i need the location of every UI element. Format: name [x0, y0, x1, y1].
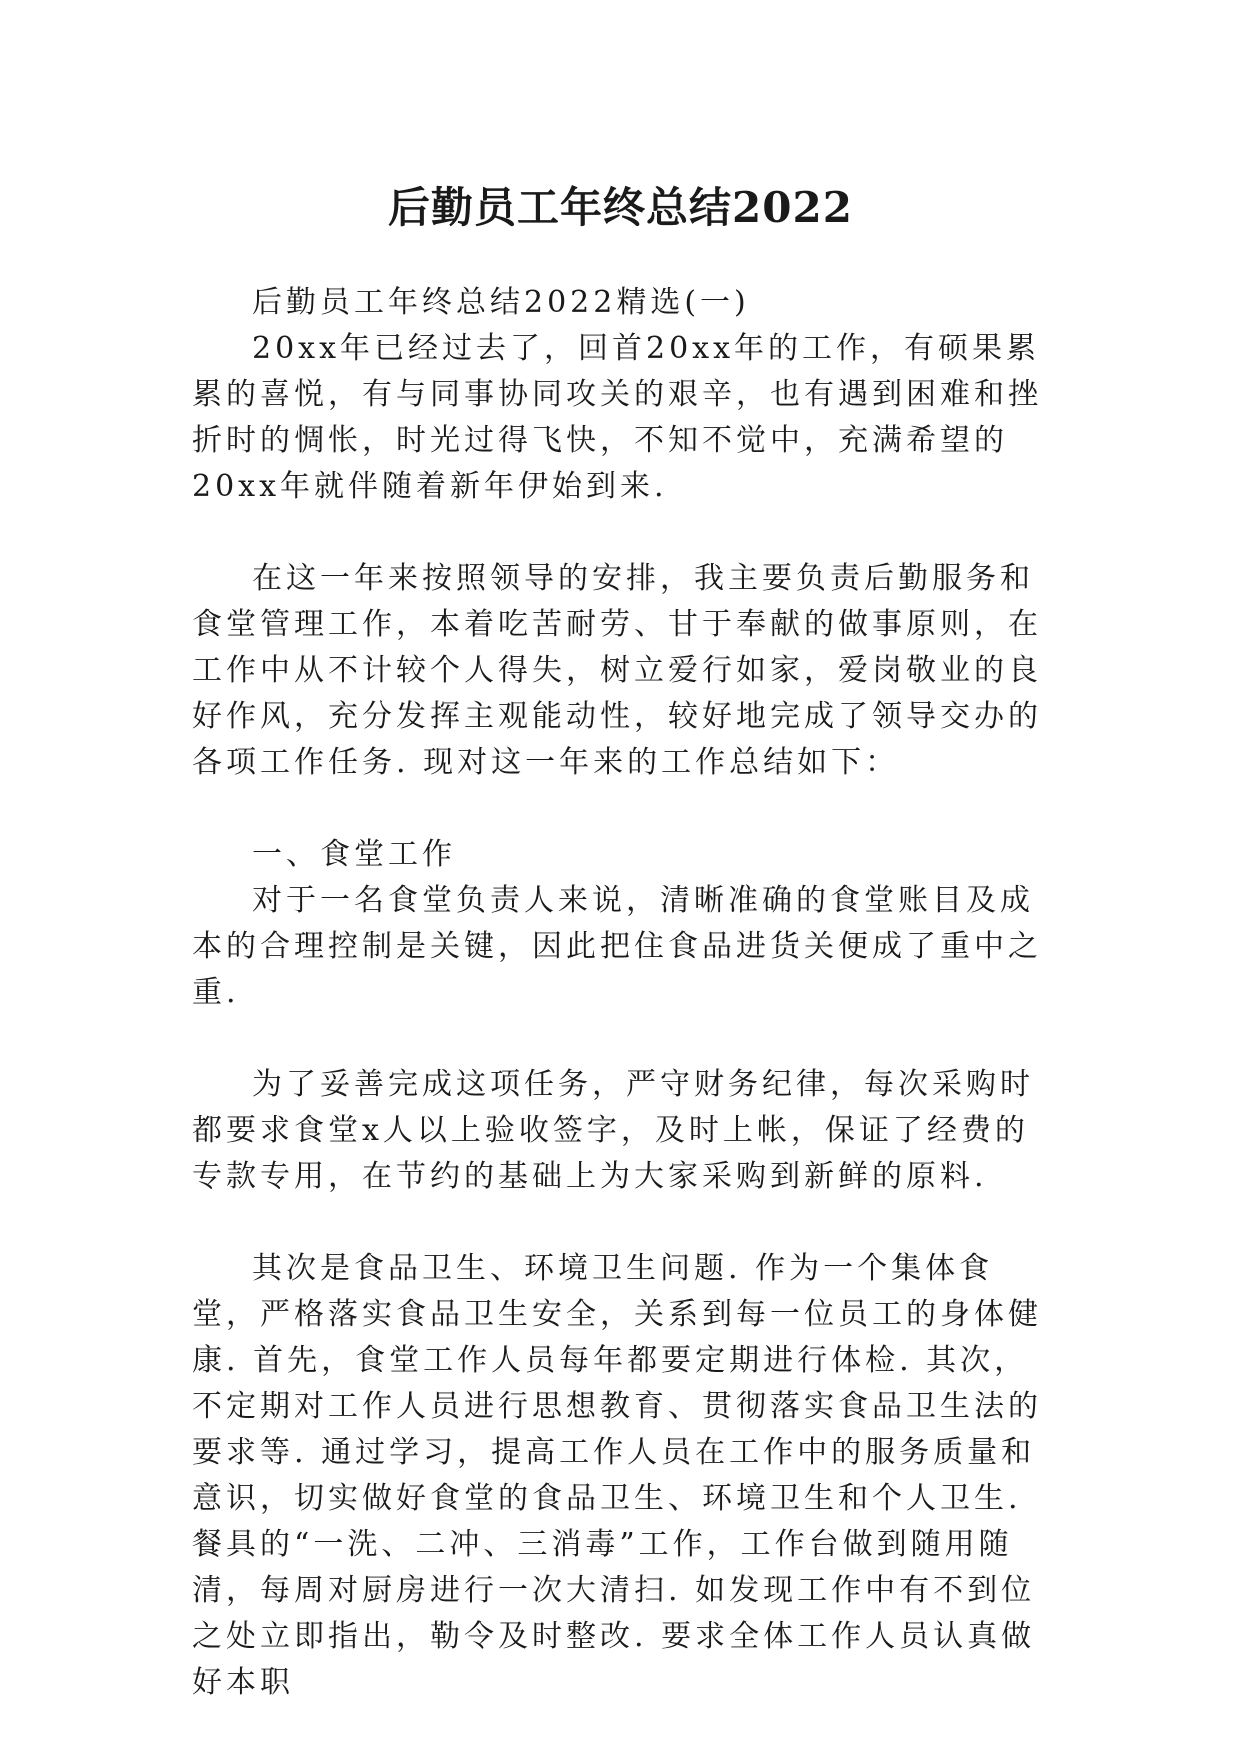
section-heading-canteen: 一、食堂工作 [252, 837, 456, 872]
document-body [192, 280, 1052, 1706]
section-heading-selection: 后勤员工年终总结2022精选(一) [252, 285, 750, 320]
paragraph-cost-control: 对于一名食堂负责人来说，清晰准确的食堂账目及成本的合理控制是关键，因此把住食品进货关便成了重中之重. [192, 883, 1042, 1010]
paragraph-intro: 20xx年已经过去了，回首20xx年的工作，有硕果累累的喜悦，有与同事协同攻关的艰辛，也有遇到困难和挫折时的惆怅，时光过得飞快，不知不觉中，充满希望的20xx年就伴随着新年伊始到来. [192, 331, 1042, 504]
paragraph-procurement: 为了妥善完成这项任务，严守财务纪律，每次采购时都要求食堂x人以上验收签字，及时上帐，保证了经费的专款专用，在节约的基础上为大家采购到新鲜的原料. [192, 1067, 1034, 1194]
document-title: 后勤员工年终总结2022 [388, 183, 853, 232]
paragraph-responsibilities: 在这一年来按照领导的安排，我主要负责后勤服务和食堂管理工作，本着吃苦耐劳、甘于奉献的做事原则，在工作中从不计较个人得失，树立爱行如家，爱岗敬业的良好作风，充分发挥主观能动性，较好地完成了领导交办的各项工作任务. 现对这一年来的工作总结如下： [192, 561, 1042, 780]
paragraph-hygiene: 其次是食品卫生、环境卫生问题. 作为一个集体食堂，严格落实食品卫生安全，关系到每一位员工的身体健康. 首先，食堂工作人员每年都要定期进行体检. 其次，不定期对工作人员进行思想教育、贯彻落实食品卫生法的要求等. 通过学习，提高工作人员在工作中的服务质量和意识，切实做好食堂的食品卫生、环境卫生和个人卫生. 餐具的“一洗、二冲、三消毒”工作，工作台做到随用随清，每周对厨房进行一次大清扫. 如发现工作中有不到位之处立即指出，勒令及时整改. 要求全体工作人员认真做好本职 [192, 1251, 1042, 1700]
